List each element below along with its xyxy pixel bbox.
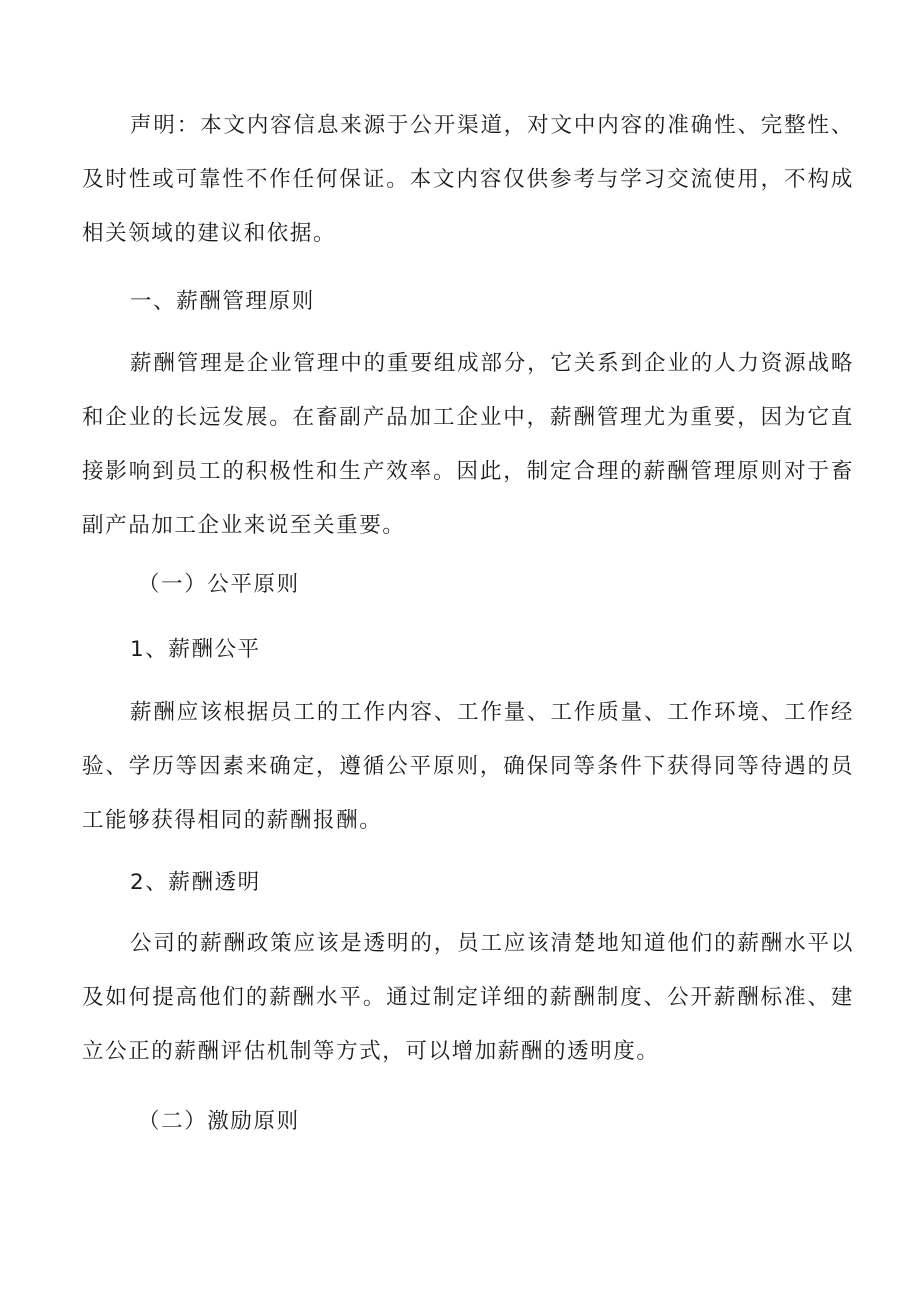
section-title-principles: 一、薪酬管理原则 <box>130 289 315 314</box>
subsection-title-fairness: （一）公平原则 <box>138 572 300 597</box>
item-title-salary-transparency: 2、薪酬透明 <box>130 870 261 895</box>
disclaimer-paragraph: 声明：本文内容信息来源于公开渠道，对文中内容的准确性、完整性、及时性或可靠性不作任何保证。本文内容仅供参考与学习交流使用，不构成相关领域的建议和依据。 <box>82 113 854 246</box>
item-title-salary-fairness: 1、薪酬公平 <box>130 637 261 662</box>
salary-transparency-paragraph: 公司的薪酬政策应该是透明的，员工应该清楚地知道他们的薪酬水平以及如何提高他们的薪酬水平。通过制定详细的薪酬制度、公开薪酬标准、建立公正的薪酬评估机制等方式，可以增加薪酬的透明度。 <box>82 931 854 1064</box>
section-intro-paragraph: 薪酬管理是企业管理中的重要组成部分，它关系到企业的人力资源战略和企业的长远发展。在畜副产品加工企业中，薪酬管理尤为重要，因为它直接影响到员工的积极性和生产效率。因此，制定合理的薪酬管理原则对于畜副产品加工企业来说至关重要。 <box>82 351 854 538</box>
subsection-title-incentive: （二）激励原则 <box>138 1109 300 1134</box>
salary-fairness-paragraph: 薪酬应该根据员工的工作内容、工作量、工作质量、工作环境、工作经验、学历等因素来确定，遵循公平原则，确保同等条件下获得同等待遇的员工能够获得相同的薪酬报酬。 <box>82 700 854 833</box>
